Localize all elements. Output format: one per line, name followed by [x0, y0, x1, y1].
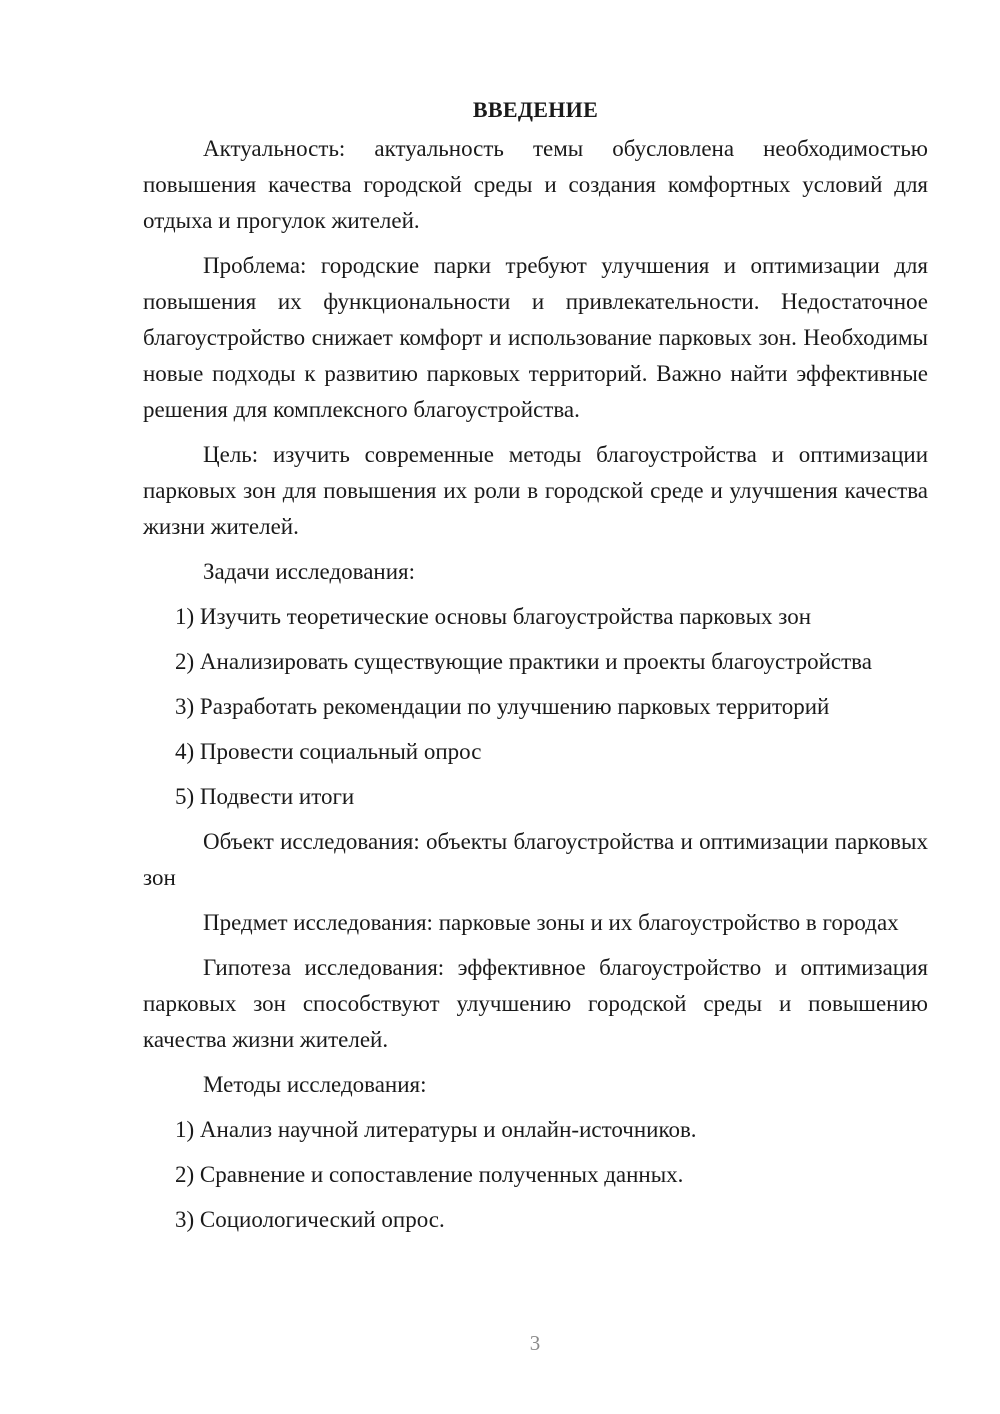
- page-number: 3: [529, 1331, 541, 1355]
- task-item: 5) Подвести итоги: [175, 784, 355, 809]
- task-item: 3) Разработать рекомендации по улучшению парковых территорий: [175, 694, 830, 719]
- hypothesis-paragraph: Гипотеза исследования: эффективное благоустройство и оптимизация парковых зон способствуют улучшению городской среды и повышению качества жизни жителей.: [143, 955, 928, 1052]
- method-item: 3) Социологический опрос.: [175, 1207, 445, 1232]
- goal-paragraph: Цель: изучить современные методы благоустройства и оптимизации парковых зон для повышения их роли в городской среде и улучшения качества жизни жителей.: [143, 442, 928, 539]
- task-item: 4) Провести социальный опрос: [175, 739, 482, 764]
- task-item: 2) Анализировать существующие практики и проекты благоустройства: [175, 649, 872, 674]
- problem-paragraph: Проблема: городские парки требуют улучшения и оптимизации для повышения их функциональности и привлекательности. Недостаточное благоустройство снижает комфорт и использование парковых зон. Необходимы новые подходы к развитию парковых территорий. Важно найти эффективные решения для комплексного благоустройства.: [143, 253, 928, 422]
- method-item: 2) Сравнение и сопоставление полученных данных.: [175, 1162, 684, 1187]
- page-content: [143, 92, 928, 1247]
- tasks-heading: Задачи исследования:: [203, 559, 416, 584]
- relevance-paragraph: Актуальность: актуальность темы обусловлена необходимостью повышения качества городской среды и создания комфортных условий для отдыха и прогулок жителей.: [143, 136, 928, 233]
- method-item: 1) Анализ научной литературы и онлайн-источников.: [175, 1117, 697, 1142]
- methods-heading: Методы исследования:: [203, 1072, 427, 1097]
- task-item: 1) Изучить теоретические основы благоустройства парковых зон: [175, 604, 812, 629]
- section-title: ВВЕДЕНИЕ: [472, 97, 599, 122]
- subject-paragraph: Предмет исследования: парковые зоны и их благоустройство в городах: [203, 910, 899, 935]
- object-paragraph: Объект исследования: объекты благоустройства и оптимизации парковых зон: [143, 829, 928, 890]
